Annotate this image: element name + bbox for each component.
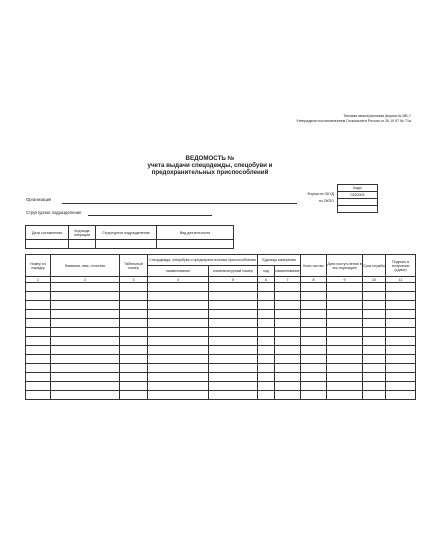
table-cell[interactable] xyxy=(386,319,416,328)
col-num: 4 xyxy=(148,277,209,283)
table-cell[interactable] xyxy=(51,391,120,400)
table-cell[interactable] xyxy=(275,382,301,391)
table-cell[interactable] xyxy=(327,292,363,301)
table-cell[interactable] xyxy=(148,346,209,355)
col-num: 8 xyxy=(301,277,327,283)
document-info-table xyxy=(25,225,234,249)
table-cell[interactable] xyxy=(301,346,327,355)
table-cell[interactable] xyxy=(258,328,275,337)
table-cell[interactable] xyxy=(363,355,386,364)
form-type-note: Типовая межотраслевая форма № МБ-7 xyxy=(343,114,411,118)
col-unit-name-header: наименование xyxy=(275,266,301,277)
structural-subdivision-header: Структурное подразделение xyxy=(96,226,157,240)
col-num: 2 xyxy=(51,277,120,283)
table-cell[interactable] xyxy=(258,310,275,319)
table-cell[interactable] xyxy=(209,292,258,301)
table-cell[interactable] xyxy=(51,355,120,364)
table-cell[interactable] xyxy=(327,337,363,346)
table-cell[interactable] xyxy=(275,319,301,328)
table-cell[interactable] xyxy=(26,310,51,319)
table-cell[interactable] xyxy=(275,283,301,292)
col-item-nom-header: номенклатурный номер xyxy=(209,266,258,277)
table-cell[interactable] xyxy=(148,310,209,319)
table-cell[interactable] xyxy=(209,346,258,355)
table-cell[interactable] xyxy=(120,337,148,346)
table-row xyxy=(26,364,416,373)
table-cell[interactable] xyxy=(363,373,386,382)
table-cell[interactable] xyxy=(363,319,386,328)
col-unit-code-header: код xyxy=(258,266,275,277)
table-cell[interactable] xyxy=(209,355,258,364)
table-cell[interactable] xyxy=(327,310,363,319)
table-cell[interactable] xyxy=(301,328,327,337)
table-cell[interactable] xyxy=(275,346,301,355)
table-cell[interactable] xyxy=(327,283,363,292)
table-cell[interactable] xyxy=(301,319,327,328)
table-cell[interactable] xyxy=(120,373,148,382)
table-cell[interactable] xyxy=(51,346,120,355)
table-cell[interactable] xyxy=(51,373,120,382)
table-cell[interactable] xyxy=(327,382,363,391)
table-cell[interactable] xyxy=(363,337,386,346)
table-cell[interactable] xyxy=(327,364,363,373)
operation-code-cell[interactable] xyxy=(69,240,96,249)
table-row xyxy=(26,301,416,310)
table-cell[interactable] xyxy=(148,355,209,364)
okpo-label: по ОКПО xyxy=(318,199,334,203)
table-cell[interactable] xyxy=(258,319,275,328)
table-cell[interactable] xyxy=(301,364,327,373)
col-num: 7 xyxy=(275,277,301,283)
table-cell[interactable] xyxy=(51,364,120,373)
table-cell[interactable] xyxy=(209,337,258,346)
table-cell[interactable] xyxy=(209,310,258,319)
table-cell[interactable] xyxy=(209,373,258,382)
table-cell[interactable] xyxy=(209,301,258,310)
col-unit-header: Единица измерения xyxy=(258,255,301,266)
table-cell[interactable] xyxy=(120,346,148,355)
okud-code-field[interactable]: 0320003 xyxy=(338,192,378,199)
table-cell[interactable] xyxy=(275,310,301,319)
table-cell[interactable] xyxy=(209,283,258,292)
table-cell[interactable] xyxy=(275,292,301,301)
table-cell[interactable] xyxy=(120,292,148,301)
table-row xyxy=(26,328,416,337)
table-cell[interactable] xyxy=(258,283,275,292)
date-cell[interactable] xyxy=(26,240,69,249)
table-cell[interactable] xyxy=(386,382,416,391)
col-num: 1 xyxy=(26,277,51,283)
table-cell[interactable] xyxy=(363,364,386,373)
table-cell[interactable] xyxy=(209,319,258,328)
table-cell[interactable] xyxy=(258,355,275,364)
table-cell[interactable] xyxy=(26,283,51,292)
table-cell[interactable] xyxy=(275,364,301,373)
table-cell[interactable] xyxy=(120,364,148,373)
table-cell[interactable] xyxy=(275,301,301,310)
table-cell[interactable] xyxy=(209,382,258,391)
col-qty-header: Коли-чество xyxy=(301,255,327,277)
col-number-header: Номер по порядку xyxy=(26,255,51,277)
table-cell[interactable] xyxy=(26,355,51,364)
table-cell[interactable] xyxy=(51,301,120,310)
table-cell[interactable] xyxy=(386,373,416,382)
table-cell[interactable] xyxy=(120,319,148,328)
col-term-header: Срок службы xyxy=(363,255,386,277)
table-cell[interactable] xyxy=(386,283,416,292)
table-cell[interactable] xyxy=(275,328,301,337)
table-cell[interactable] xyxy=(363,328,386,337)
table-cell[interactable] xyxy=(327,373,363,382)
table-cell[interactable] xyxy=(386,391,416,400)
table-cell[interactable] xyxy=(120,328,148,337)
table-cell[interactable] xyxy=(301,301,327,310)
document-title-line3: предохранительных приспособлений xyxy=(151,169,269,176)
col-num: 3 xyxy=(120,277,148,283)
table-cell[interactable] xyxy=(26,364,51,373)
col-num: 6 xyxy=(258,277,275,283)
table-cell[interactable] xyxy=(327,391,363,400)
col-num: 10 xyxy=(363,277,386,283)
table-cell[interactable] xyxy=(386,364,416,373)
table-cell[interactable] xyxy=(327,301,363,310)
table-cell[interactable] xyxy=(258,382,275,391)
table-cell[interactable] xyxy=(301,337,327,346)
code-extra-field[interactable] xyxy=(338,206,378,213)
col-num: 9 xyxy=(327,277,363,283)
col-name-header: Фамилия, имя, отчество xyxy=(51,255,120,277)
table-cell[interactable] xyxy=(301,355,327,364)
date-header: Дата составления xyxy=(26,226,69,240)
table-cell[interactable] xyxy=(258,337,275,346)
table-cell[interactable] xyxy=(51,382,120,391)
table-row xyxy=(26,373,416,382)
table-cell[interactable] xyxy=(363,310,386,319)
col-date-header: Дата поступ-ления в экс-плуатацию xyxy=(327,255,363,277)
table-cell[interactable] xyxy=(386,355,416,364)
table-cell[interactable] xyxy=(275,391,301,400)
activity-type-cell[interactable] xyxy=(157,240,234,249)
operation-code-header: Код вида операции xyxy=(69,226,96,240)
table-cell[interactable] xyxy=(120,310,148,319)
table-cell[interactable] xyxy=(258,373,275,382)
col-item-name-header: наименование xyxy=(148,266,209,277)
structural-subdivision-cell[interactable] xyxy=(96,240,157,249)
table-cell[interactable] xyxy=(120,283,148,292)
table-cell[interactable] xyxy=(363,346,386,355)
table-cell[interactable] xyxy=(258,391,275,400)
table-cell[interactable] xyxy=(386,292,416,301)
activity-type-header: Вид деятельности xyxy=(157,226,234,240)
table-cell[interactable] xyxy=(26,328,51,337)
table-row xyxy=(26,310,416,319)
table-cell[interactable] xyxy=(363,292,386,301)
codes-header: Коды xyxy=(338,185,378,192)
table-cell[interactable] xyxy=(120,355,148,364)
table-cell[interactable] xyxy=(258,292,275,301)
table-cell[interactable] xyxy=(386,328,416,337)
table-row xyxy=(26,346,416,355)
okpo-code-field[interactable] xyxy=(338,199,378,206)
table-cell[interactable] xyxy=(26,319,51,328)
table-cell[interactable] xyxy=(275,337,301,346)
table-cell[interactable] xyxy=(148,283,209,292)
table-cell[interactable] xyxy=(51,337,120,346)
issuance-table xyxy=(25,254,416,400)
table-cell[interactable] xyxy=(363,283,386,292)
col-num: 11 xyxy=(386,277,416,283)
table-cell[interactable] xyxy=(26,346,51,355)
table-cell[interactable] xyxy=(148,382,209,391)
table-cell[interactable] xyxy=(363,382,386,391)
document-title: ВЕДОМОСТЬ № xyxy=(185,155,235,162)
table-row xyxy=(26,292,416,301)
table-cell[interactable] xyxy=(386,301,416,310)
organization-field[interactable] xyxy=(62,203,297,204)
table-row xyxy=(26,355,416,364)
table-cell[interactable] xyxy=(51,292,120,301)
table-cell[interactable] xyxy=(148,391,209,400)
table-cell[interactable] xyxy=(327,355,363,364)
table-cell[interactable] xyxy=(327,346,363,355)
table-cell[interactable] xyxy=(51,328,120,337)
col-tab-header: Табельный номер xyxy=(120,255,148,277)
document-title-line2: учета выдачи спецодежды, спецобуви и xyxy=(147,162,273,169)
table-cell[interactable] xyxy=(301,292,327,301)
organization-label: Организация xyxy=(26,197,52,202)
table-cell[interactable] xyxy=(26,373,51,382)
table-cell[interactable] xyxy=(120,301,148,310)
table-cell[interactable] xyxy=(26,301,51,310)
subdivision-label: Структурное подразделение xyxy=(26,210,82,215)
table-cell[interactable] xyxy=(301,391,327,400)
table-cell[interactable] xyxy=(51,310,120,319)
codes-block xyxy=(337,184,378,213)
approval-note: Утверждена постановлением Госкомстата России от 30.10.97 № 71а xyxy=(296,119,411,123)
table-cell[interactable] xyxy=(275,373,301,382)
table-cell[interactable] xyxy=(363,301,386,310)
table-row xyxy=(26,283,416,292)
col-items-header: Спецодежда, спецобувь и предохранительные приспособления xyxy=(148,255,258,266)
table-cell[interactable] xyxy=(386,337,416,346)
table-cell[interactable] xyxy=(148,337,209,346)
table-cell[interactable] xyxy=(275,355,301,364)
table-cell[interactable] xyxy=(209,328,258,337)
table-cell[interactable] xyxy=(209,364,258,373)
table-cell[interactable] xyxy=(148,373,209,382)
table-cell[interactable] xyxy=(26,292,51,301)
table-cell[interactable] xyxy=(301,310,327,319)
table-cell[interactable] xyxy=(148,292,209,301)
table-cell[interactable] xyxy=(363,391,386,400)
table-row xyxy=(26,382,416,391)
table-cell[interactable] xyxy=(209,391,258,400)
table-cell[interactable] xyxy=(301,382,327,391)
table-cell[interactable] xyxy=(148,319,209,328)
table-cell[interactable] xyxy=(327,328,363,337)
table-cell[interactable] xyxy=(26,382,51,391)
table-cell[interactable] xyxy=(148,364,209,373)
table-cell[interactable] xyxy=(148,328,209,337)
table-cell[interactable] xyxy=(258,364,275,373)
table-cell[interactable] xyxy=(301,373,327,382)
table-cell[interactable] xyxy=(26,391,51,400)
okud-label: Форма по ОКУД xyxy=(307,192,334,196)
table-cell[interactable] xyxy=(301,283,327,292)
table-cell[interactable] xyxy=(51,319,120,328)
table-row xyxy=(26,337,416,346)
table-cell[interactable] xyxy=(258,346,275,355)
table-cell[interactable] xyxy=(148,301,209,310)
table-cell[interactable] xyxy=(51,283,120,292)
table-row xyxy=(26,319,416,328)
table-cell[interactable] xyxy=(120,382,148,391)
table-cell[interactable] xyxy=(258,301,275,310)
table-cell[interactable] xyxy=(386,310,416,319)
col-num: 5 xyxy=(209,277,258,283)
table-cell[interactable] xyxy=(386,346,416,355)
table-cell[interactable] xyxy=(120,391,148,400)
table-row xyxy=(26,391,416,400)
col-sign-header: Подпись в получении (сдаче) xyxy=(386,255,416,277)
table-cell[interactable] xyxy=(327,319,363,328)
subdivision-field[interactable] xyxy=(88,215,212,216)
table-cell[interactable] xyxy=(26,337,51,346)
